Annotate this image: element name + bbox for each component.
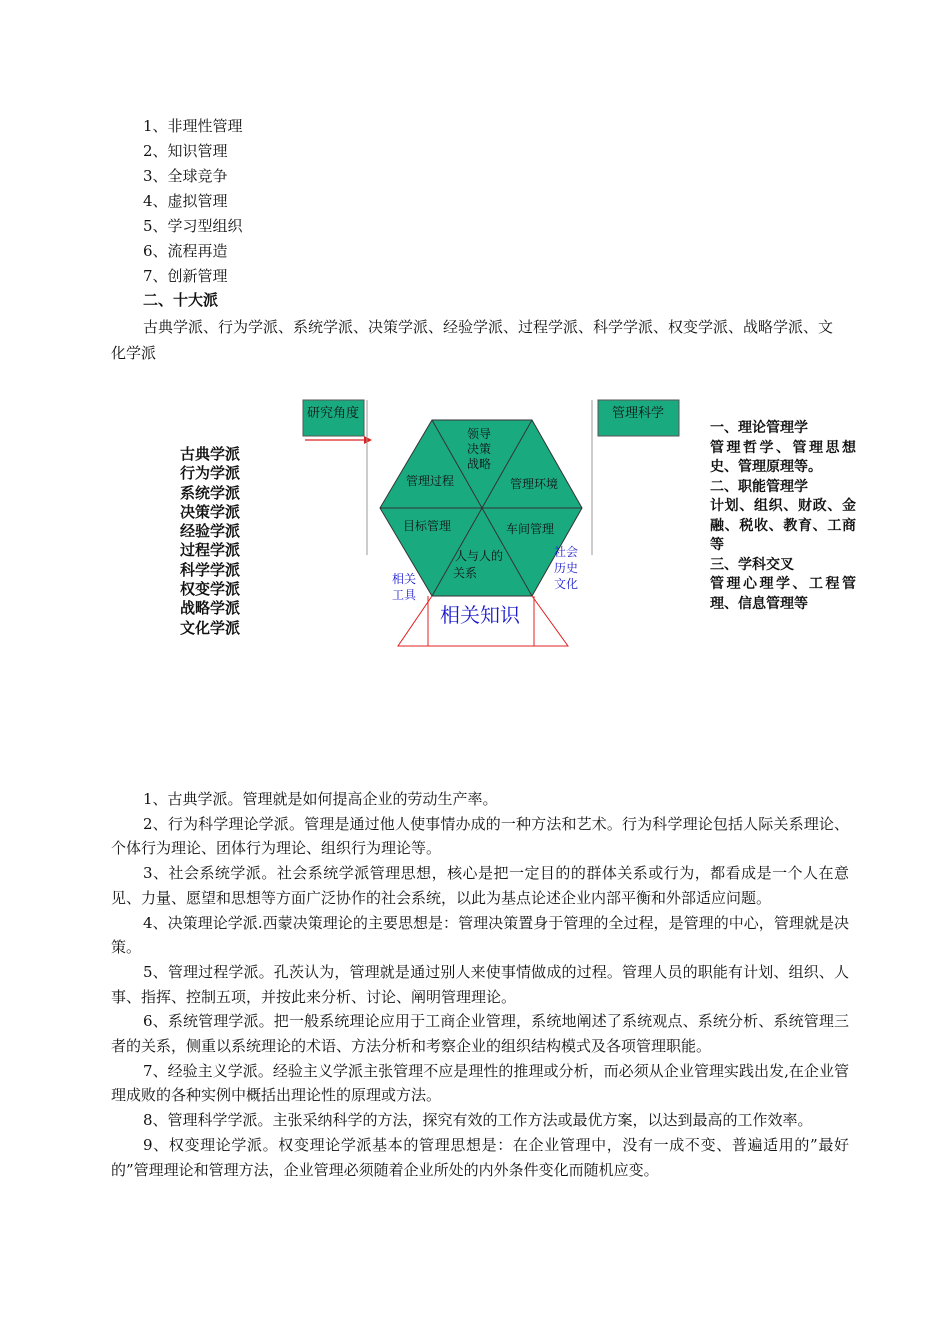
list-item: 4、虚拟管理 <box>143 192 228 210</box>
list-item: 系统学派 <box>180 483 241 502</box>
list-item: 古典学派 <box>180 445 241 463</box>
schools-descriptions <box>111 787 849 1182</box>
hex-top-line1: 领导 <box>466 427 492 441</box>
hex-upper-left-label: 管理过程 <box>405 474 455 488</box>
list-item: 科学学派 <box>180 560 241 579</box>
hex-lower-right-label: 车间管理 <box>505 522 555 536</box>
list-item: 行为学派 <box>180 464 241 483</box>
research-angle-label: 研究角度 <box>306 406 360 421</box>
list-item: 7、创新管理 <box>143 267 228 285</box>
paragraph: 1、古典学派。管理就是如何提高企业的劳动生产率。 <box>143 790 498 808</box>
hex-bottom-line1: 人与人的 <box>454 549 504 563</box>
paragraph: 7、经验主义学派。经验主义学派主张管理不应是理性的推理或分析，而必须从企业管理实践出发,在企业管理成败的各种实例中概括出理论性的原理或方法。 <box>111 1061 849 1105</box>
hex-lower-left-label: 目标管理 <box>402 519 452 533</box>
hex-top-line2: 决策 <box>466 442 492 456</box>
list-item: 战略学派 <box>180 599 241 618</box>
arrow-head-icon <box>364 436 372 444</box>
list-item: 管理心理学、工程管理、信息管理等 <box>710 576 856 612</box>
management-disciplines-column <box>710 419 856 614</box>
paragraph: 4、决策理论学派.西蒙决策理论的主要思想是：管理决策置身于管理的全过程，是管理的中心，管理就是决策。 <box>111 913 849 957</box>
list-item: 决策学派 <box>180 502 241 521</box>
section-heading: 二、十大派 <box>143 291 219 309</box>
right-side-line3: 文化 <box>553 577 579 591</box>
right-side-line2: 历史 <box>553 561 579 575</box>
right-side-line1: 社会 <box>553 545 579 559</box>
list-item: 管理哲学、管理思想史、管理原理等。 <box>710 439 856 475</box>
red-base-frame <box>532 596 568 646</box>
list-item: 6、流程再造 <box>143 242 228 260</box>
list-item: 权变学派 <box>180 580 241 599</box>
list-item: 1、非理性管理 <box>143 117 243 135</box>
hex-top-line3: 战略 <box>466 457 492 471</box>
paragraph: 5、管理过程学派。孔茨认为，管理就是通过别人来使事情做成的过程。管理人员的职能有计划、组织、人事、指挥、控制五项，并按此来分析、讨论、阐明管理理论。 <box>111 962 849 1006</box>
paragraph: 8、管理科学学派。主张采纳科学的方法，探究有效的工作方法或最优方案，以达到最高的工作效率。 <box>143 1111 813 1130</box>
list-item: 三、学科交叉 <box>710 556 794 573</box>
list-item: 一、理论管理学 <box>710 420 808 436</box>
related-knowledge-label: 相关知识 <box>440 603 520 627</box>
schools-paragraph: 古典学派、行为学派、系统学派、决策学派、经验学派、过程学派、科学学派、权变学派、战略学派、文化学派 <box>111 318 834 362</box>
list-item: 5、学习型组织 <box>143 217 243 235</box>
list-item: 过程学派 <box>180 541 241 560</box>
paragraph: 3、社会系统学派。社会系统学派管理思想，核心是把一定目的的群体关系或行为，都看成是一个人在意见、力量、愿望和思想等方面广泛协作的社会系统，以此为基点论述企业内部平衡和外部适应问题。 <box>111 864 849 907</box>
paragraph: 6、系统管理学派。把一般系统理论应用于工商企业管理，系统地阐述了系统观点、系统分析、系统管理三者的关系，侧重以系统理论的术语、方法分析和考察企业的组织结构模式及各项管理职能。 <box>111 1012 849 1056</box>
red-base-frame <box>398 596 432 646</box>
hex-bottom-line2: 关系 <box>452 566 478 580</box>
list-item: 二、职能管理学 <box>710 478 808 495</box>
hex-upper-right-label: 管理环境 <box>509 477 559 491</box>
schools-column <box>180 445 240 638</box>
left-side-line2: 工具 <box>391 588 417 602</box>
management-science-label: 管理科学 <box>611 406 665 421</box>
list-item: 3、全球竞争 <box>143 167 228 185</box>
list-item: 计划、组织、财政、金融、税收、教育、工商等 <box>710 498 856 553</box>
list-item: 经验学派 <box>180 522 241 541</box>
trend-list <box>143 114 243 289</box>
paragraph: 9、权变理论学派。权变理论学派基本的管理思想是：在企业管理中，没有一成不变、普遍适用的”最好的”管理理论和管理方法，企业管理必须随着企业所处的内外条件变化而随机应变。 <box>111 1135 849 1179</box>
list-item: 2、知识管理 <box>143 142 228 160</box>
paragraph: 2、行为科学理论学派。管理是通过他人使事情办成的一种方法和艺术。行为科学理论包括人际关系理论、个体行为理论、团体行为理论、组织行为理论等。 <box>111 814 849 858</box>
left-side-line1: 相关 <box>391 572 417 586</box>
list-item: 文化学派 <box>180 618 241 637</box>
